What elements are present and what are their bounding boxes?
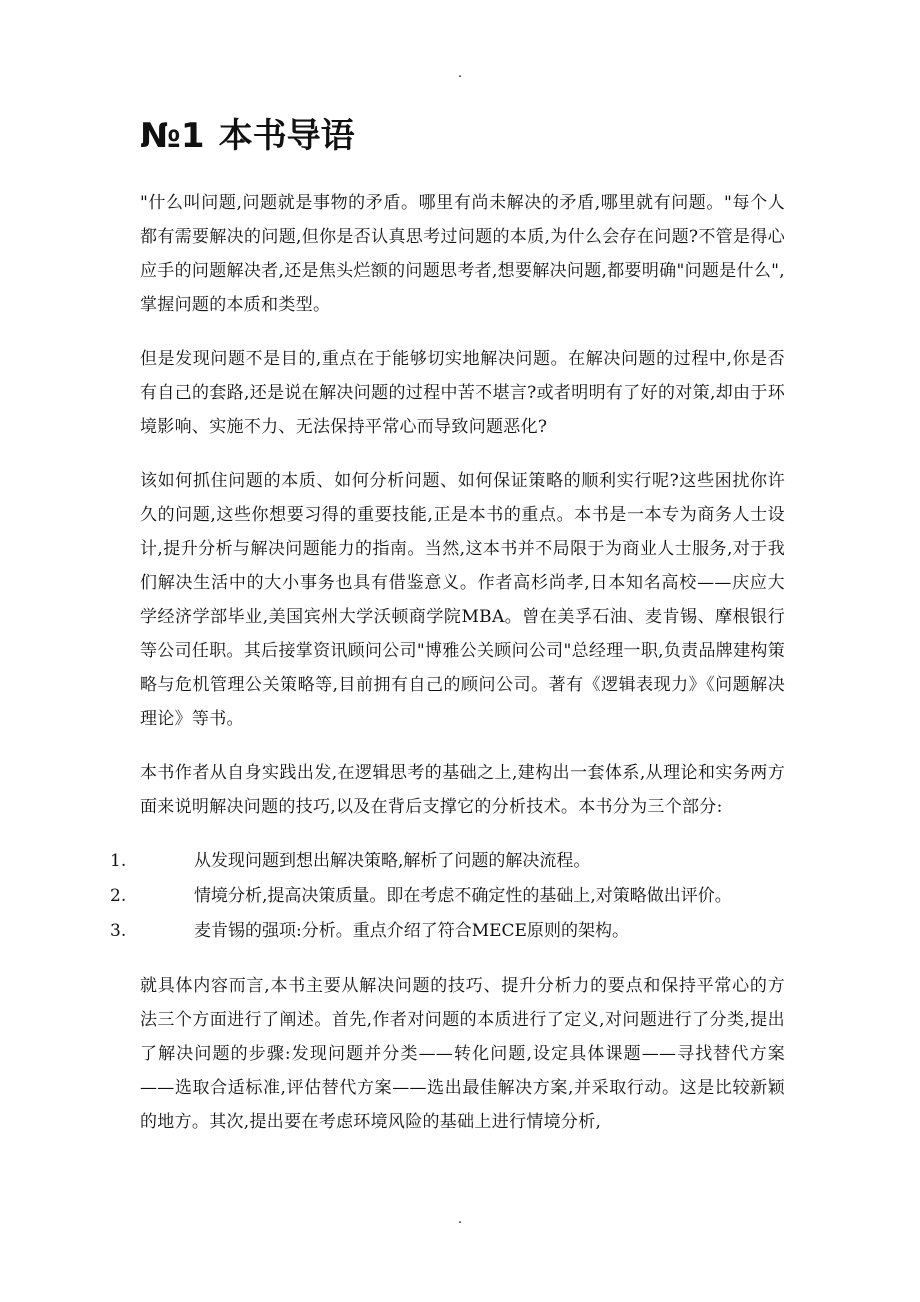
book-parts-list: [110, 844, 785, 949]
list-item: [110, 914, 785, 949]
paragraph-author: 该如何抓住问题的本质、如何分析问题、如何保证策略的顺利实行呢?这些困扰你许久的问题,这些你想要习得的重要技能,正是本书的重点。本书是一本专为商务人士设计,提升分析与解决问题能力的指南。当然,这本书并不局限于为商业人士服务,对于我们解决生活中的大小事务也具有借鉴意义。作者高杉尚孝,日本知名高校——庆应大学经济学部毕业,美国宾州大学沃顿商学院MBA。曾在美孚石油、麦肯锡、摩根银行等公司任职。其后接掌资讯顾问公司"博雅公关顾问公司"总经理一职,负责品牌建构策略与危机管理公关策略等,目前拥有自己的顾问公司。著有《逻辑表现力》《问题解决理论》等书。: [140, 471, 785, 729]
header-dot: .: [457, 65, 463, 81]
list-item-number: 3.: [110, 921, 127, 941]
list-item-text: 情境分析,提高决策质量。即在考虑不确定性的基础上,对策略做出评价。: [194, 886, 732, 906]
page-title: [140, 112, 355, 160]
list-item-number: 1.: [110, 851, 127, 871]
title-number: №1: [140, 116, 205, 156]
list-item-text: 麦肯锡的强项:分析。重点介绍了符合MECE原则的架构。: [194, 921, 629, 941]
paragraph-structure: 本书作者从自身实践出发,在逻辑思考的基础之上,建构出一套体系,从理论和实务两方面来说明解决问题的技巧,以及在背后支撑它的分析技术。本书分为三个部分:: [140, 763, 785, 817]
list-item-number: 2.: [110, 886, 127, 906]
title-label: 本书导语: [218, 116, 355, 156]
list-item-text: 从发现问题到想出解决策略,解析了问题的解决流程。: [194, 851, 591, 871]
paragraph-intro: "什么叫问题,问题就是事物的矛盾。哪里有尚未解决的矛盾,哪里就有问题。"每个人都有需要解决的问题,但你是否认真思考过问题的本质,为什么会存在问题?不管是得心应手的问题解决者,还是焦头烂额的问题思考者,想要解决问题,都要明确"问题是什么",掌握问题的本质和类型。: [140, 193, 785, 315]
body-content: [110, 186, 785, 1159]
list-item: [110, 879, 785, 914]
paragraph-summary: 就具体内容而言,本书主要从解决问题的技巧、提升分析力的要点和保持平常心的方法三个方面进行了阐述。首先,作者对问题的本质进行了定义,对问题进行了分类,提出了解决问题的步骤:发现问题并分类——转化问题,设定具体课题——寻找替代方案——选取合适标准,评估替代方案——选出最佳解决方案,并采取行动。这是比较新颖的地方。其次,提出要在考虑环境风险的基础上进行情境分析,: [140, 976, 785, 1132]
paragraph-goal: 但是发现问题不是目的,重点在于能够切实地解决问题。在解决问题的过程中,你是否有自己的套路,还是说在解决问题的过程中苦不堪言?或者明明有了好的对策,却由于环境影响、实施不力、无法保持平常心而导致问题恶化?: [140, 349, 785, 437]
list-item: [110, 844, 785, 879]
footer-dot: .: [457, 1211, 463, 1227]
